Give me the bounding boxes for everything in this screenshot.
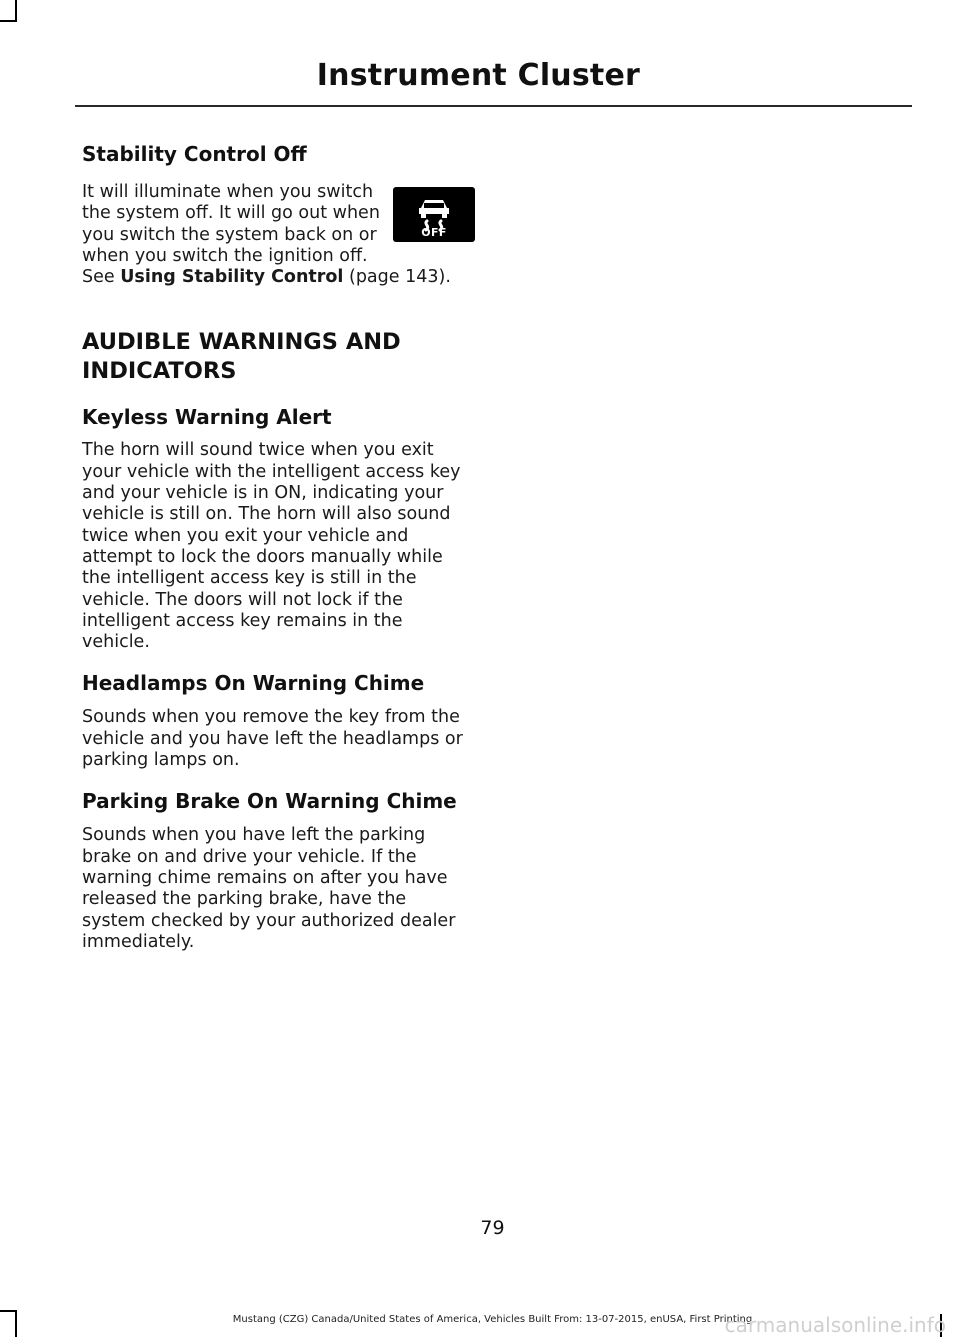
stability-control-off-heading: Stability Control Off xyxy=(82,142,307,166)
crop-mark xyxy=(0,1310,17,1312)
stability-control-off-icon xyxy=(393,187,475,242)
stability-text-before-link: It will illuminate when you switch the system off. It will go out when you switch the system back on or when you switch the ignition off. See xyxy=(82,182,380,288)
parking-brake-warning-body: Sounds when you have left the parking brake on and drive your vehicle. If the warning chime remains on after you have released the parking brake, have the system checked by your authorized dealer immediately. xyxy=(82,825,456,952)
using-stability-control-link[interactable]: Using Stability Control xyxy=(120,267,344,288)
footer-printing-info: Mustang (CZG) Canada/United States of America, Vehicles Built From: 13-07-2015, enUSA, First Printing xyxy=(232,1314,753,1325)
header-divider xyxy=(75,105,912,107)
audible-title-line1: AUDIBLE WARNINGS AND xyxy=(82,329,401,356)
content-column xyxy=(82,140,475,953)
audible-title-line2: INDICATORS xyxy=(82,358,237,385)
headlamps-warning-heading: Headlamps On Warning Chime xyxy=(82,671,425,696)
parking-brake-warning-heading: Parking Brake On Warning Chime xyxy=(82,789,457,814)
stability-text-after-link: (page 143). xyxy=(343,267,451,288)
icon-off-label: OFF xyxy=(421,226,447,239)
crop-mark xyxy=(15,0,17,20)
watermark: carmanualsonline.info xyxy=(724,1313,946,1337)
page-number: 79 xyxy=(480,1217,505,1239)
keyless-warning-body: The horn will sound twice when you exit your vehicle with the intelligent access key and your vehicle is in ON, indicating your vehicle is still on. The horn will also sound twice when you exit your vehicle and attempt to lock the doors manually while the intelligent access key is still in the vehicle. The doors will not lock if the intelligent access key remains in the vehicle. xyxy=(82,440,461,653)
keyless-warning-heading: Keyless Warning Alert xyxy=(82,405,332,430)
headlamps-warning-body: Sounds when you remove the key from the vehicle and you have left the headlamps or parking lamps on. xyxy=(82,707,463,771)
page-header-title: Instrument Cluster xyxy=(316,58,640,93)
audible-warnings-title xyxy=(82,328,475,386)
crop-mark xyxy=(0,20,17,22)
